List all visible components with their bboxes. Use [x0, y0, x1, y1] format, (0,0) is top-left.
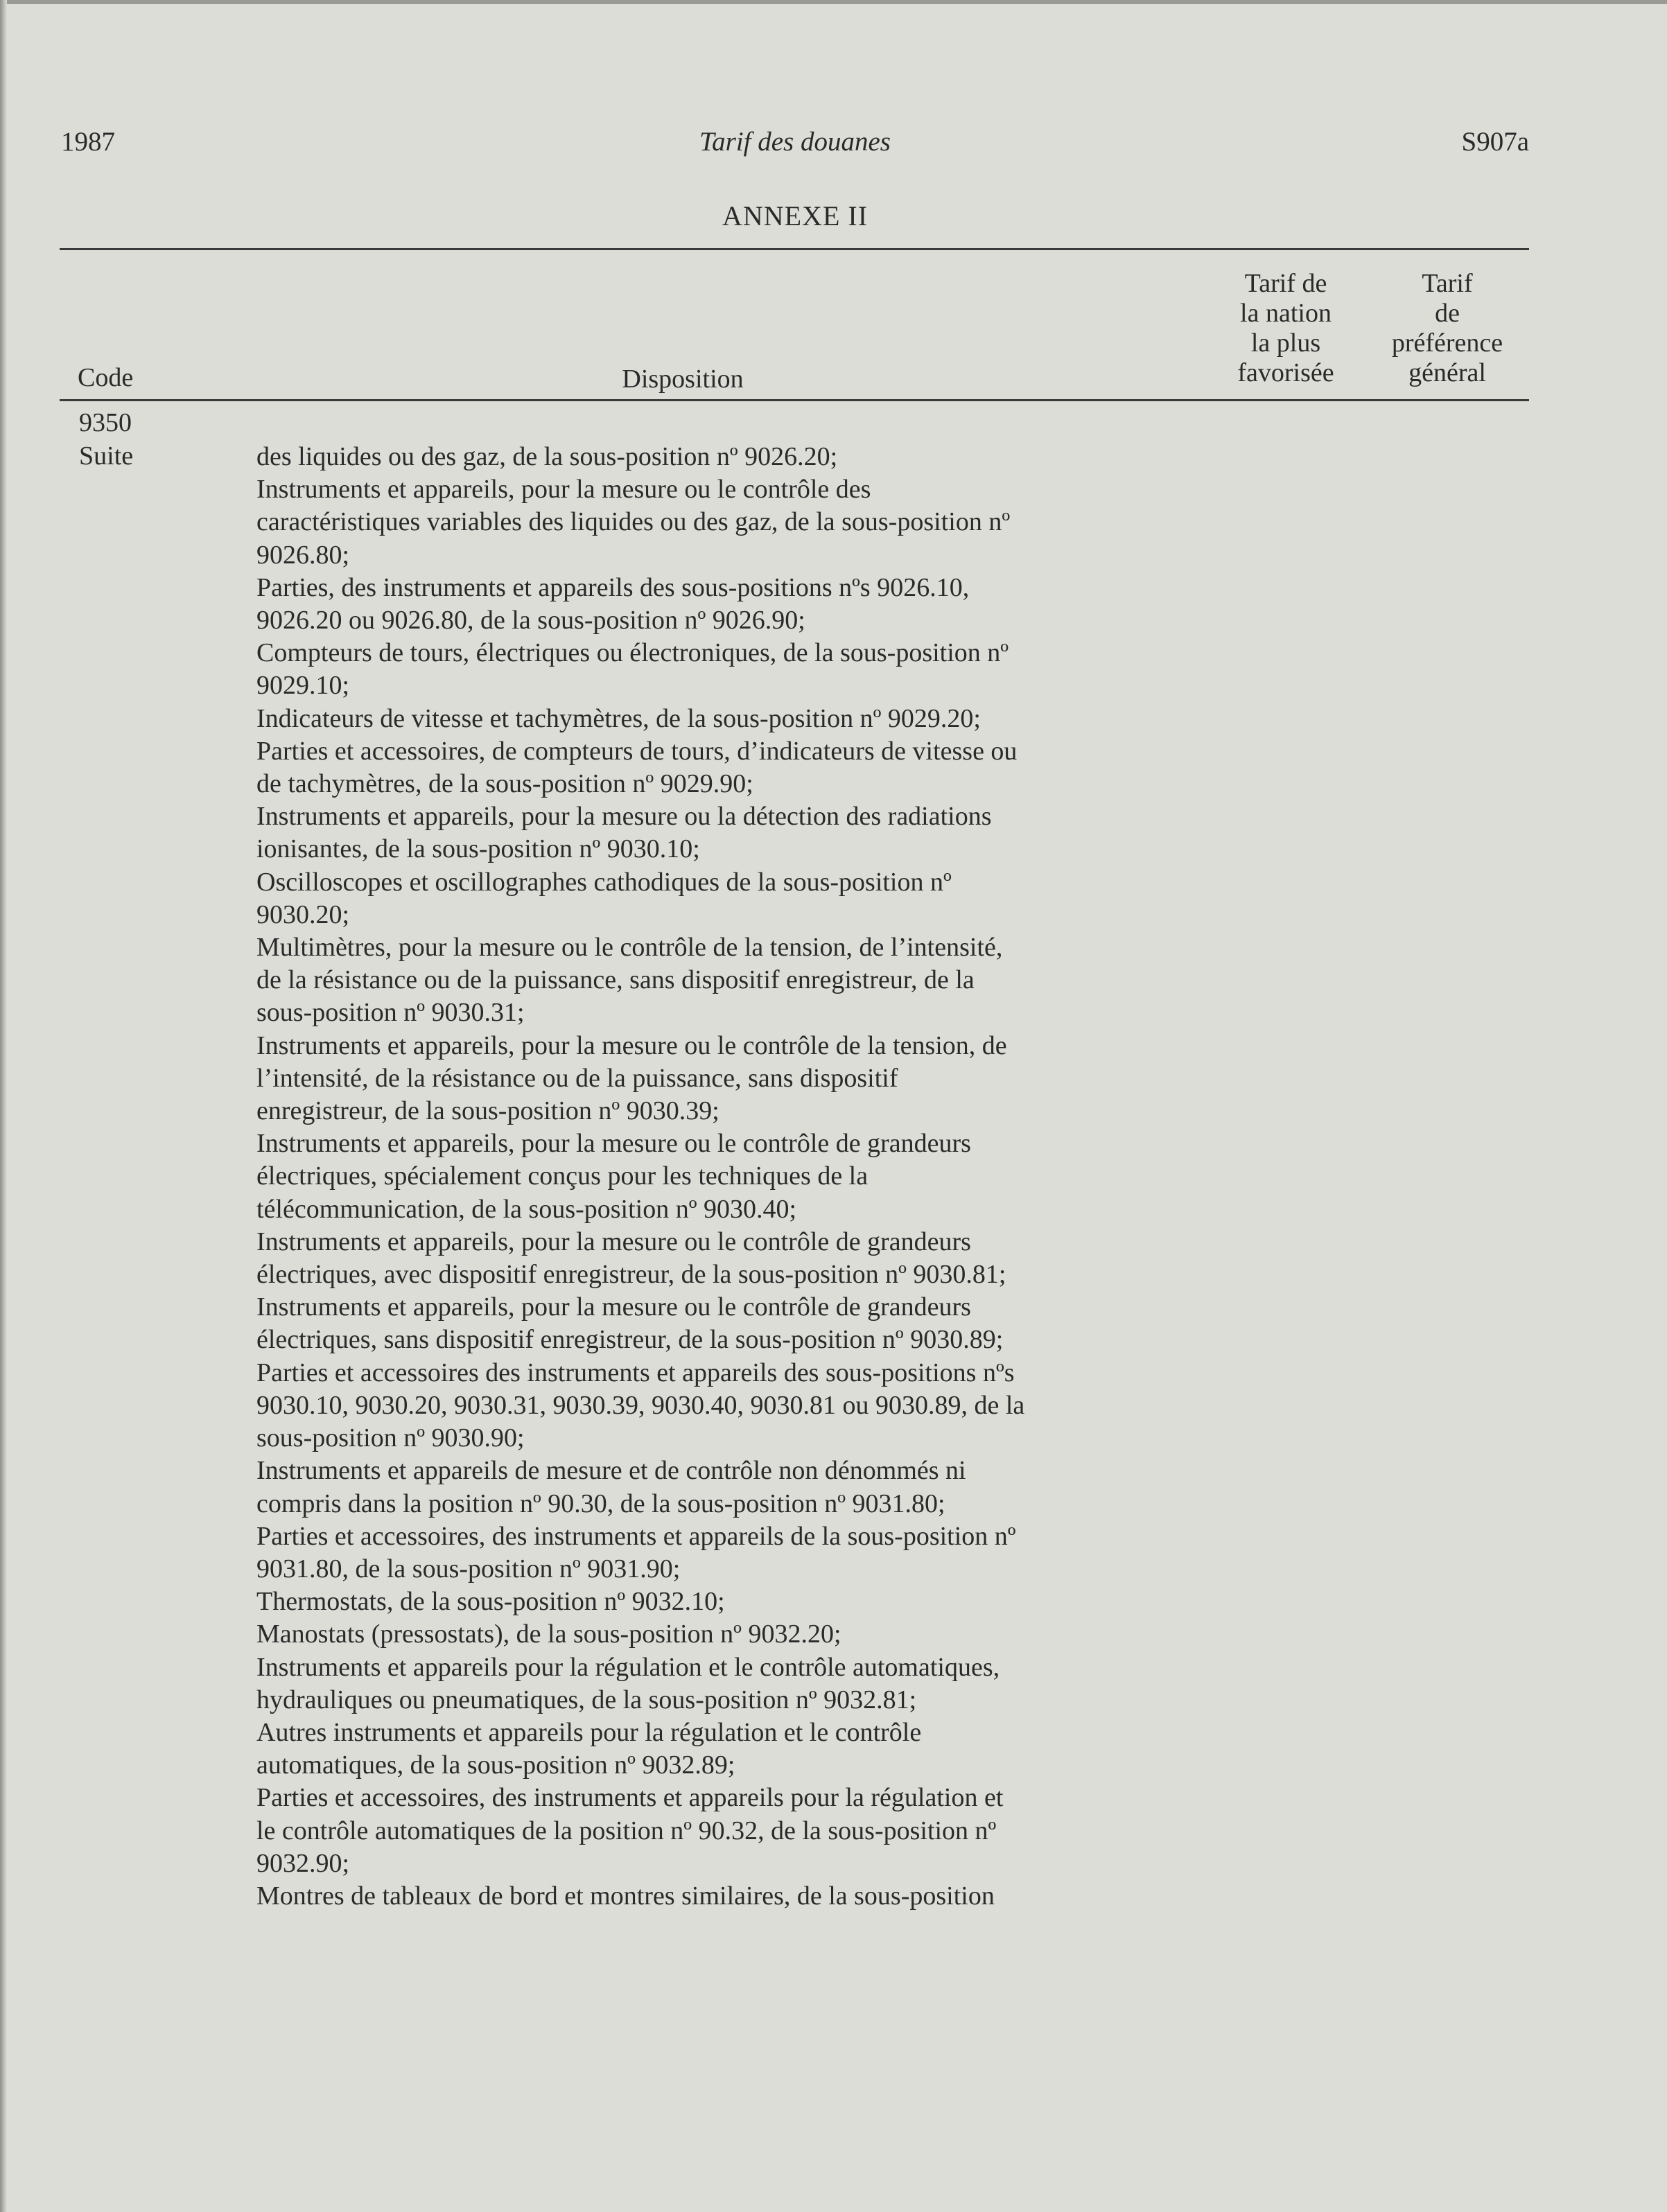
row-code: 9350 Suite	[79, 408, 134, 471]
row-disposition-text: des liquides ou des gaz, de la sous-position nº 9026.20; Instruments et appareils, pour la mesure ou le contrôle des caractéristiques variables des liquides ou des gaz, de la sous-position nº 9026.80; Parties, des instruments et appareils des sous-positions nºs 9026.10, 9026.20 ou 9026.80, de la sous-position nº 9026.90; Compteurs de tours, électriques ou électroniques, de la sous-position nº 9029.10; Indicateurs de vitesse et tachymètres, de la sous-position nº 9029.20; Parties et accessoires, de compteurs de tours, d’indicateurs de vitesse ou de tachymètres, de la sous-position nº 9029.90; Instruments et appareils, pour la mesure ou la détection des radiations ionisantes, de la sous-position nº 9030.10; Oscilloscopes et oscillographes cathodiques de la sous-position nº 9030.20; Multimètres, pour la mesure ou le contrôle de la tension, de l’intensité, de la résistance ou de la puissance, sans dispositif enregistreur, de la sous-position nº 9030.31; Instruments et appareils, pour la mesure ou le contrôle de la tension, de l’intensité, de la résistance ou de la puissance, sans dispositif enregistreur, de la sous-position nº 9030.39; Instruments et appareils, pour la mesure ou le contrôle de grandeurs électriques, spécialement conçus pour les techniques de la télécommunication, de la sous-position nº 9030.40; Instruments et appareils, pour la mesure ou le contrôle de grandeurs électriques, avec dispositif enregistreur, de la sous-position nº 9030.81; Instruments et appareils, pour la mesure ou le contrôle de grandeurs électriques, sans dispositif enregistreur, de la sous-position nº 9030.89; Parties et accessoires des instruments et appareils des sous-positions nºs 9030.10, 9030.20, 9030.31, 9030.39, 9030.40, 9030.81 ou 9030.89, de la sous-position nº 9030.90; Instruments et appareils de mesure et de contrôle non dénommés ni compris dans la position nº 90.30, de la sous-position nº 9031.80; Parties et accessoires, des instruments et appareils de la sous-position nº 9031.80, de la sous-position nº 9031.90; Thermostats, de la sous-position nº 9032.10; Manostats (pressostats), de la sous-position nº 9032.20; Instruments et appareils pour la régulation et le contrôle automatiques, hydrauliques ou pneumatiques, de la sous-position nº 9032.81; Autres instruments et appareils pour la régulation et le contrôle automatiques, de la sous-position nº 9032.89; Parties et accessoires, des instruments et appareils pour la régulation et le contrôle automatiques de la position nº 90.32, de la sous-position nº 9032.90; Montres de tableaux de bord et montres similaires, de la sous-position	[256, 442, 1025, 1911]
table-top-rule	[60, 248, 1529, 250]
annex-title: ANNEXE II	[722, 200, 869, 231]
header-page-ref: S907a	[1461, 127, 1529, 157]
page-edge-left	[0, 0, 7, 2212]
page-edge-top	[0, 0, 1667, 4]
column-header-disposition: Disposition	[622, 365, 744, 394]
running-head	[61, 126, 1529, 165]
column-header-tarif-nation: Tarif de la nation la plus favorisée	[1237, 269, 1334, 387]
table-header-rule	[60, 399, 1529, 401]
column-header-tarif-preference: Tarif de préférence général	[1391, 269, 1503, 387]
header-title: Tarif des douanes	[699, 127, 891, 157]
column-header-code: Code	[78, 363, 134, 392]
header-year: 1987	[61, 127, 115, 157]
